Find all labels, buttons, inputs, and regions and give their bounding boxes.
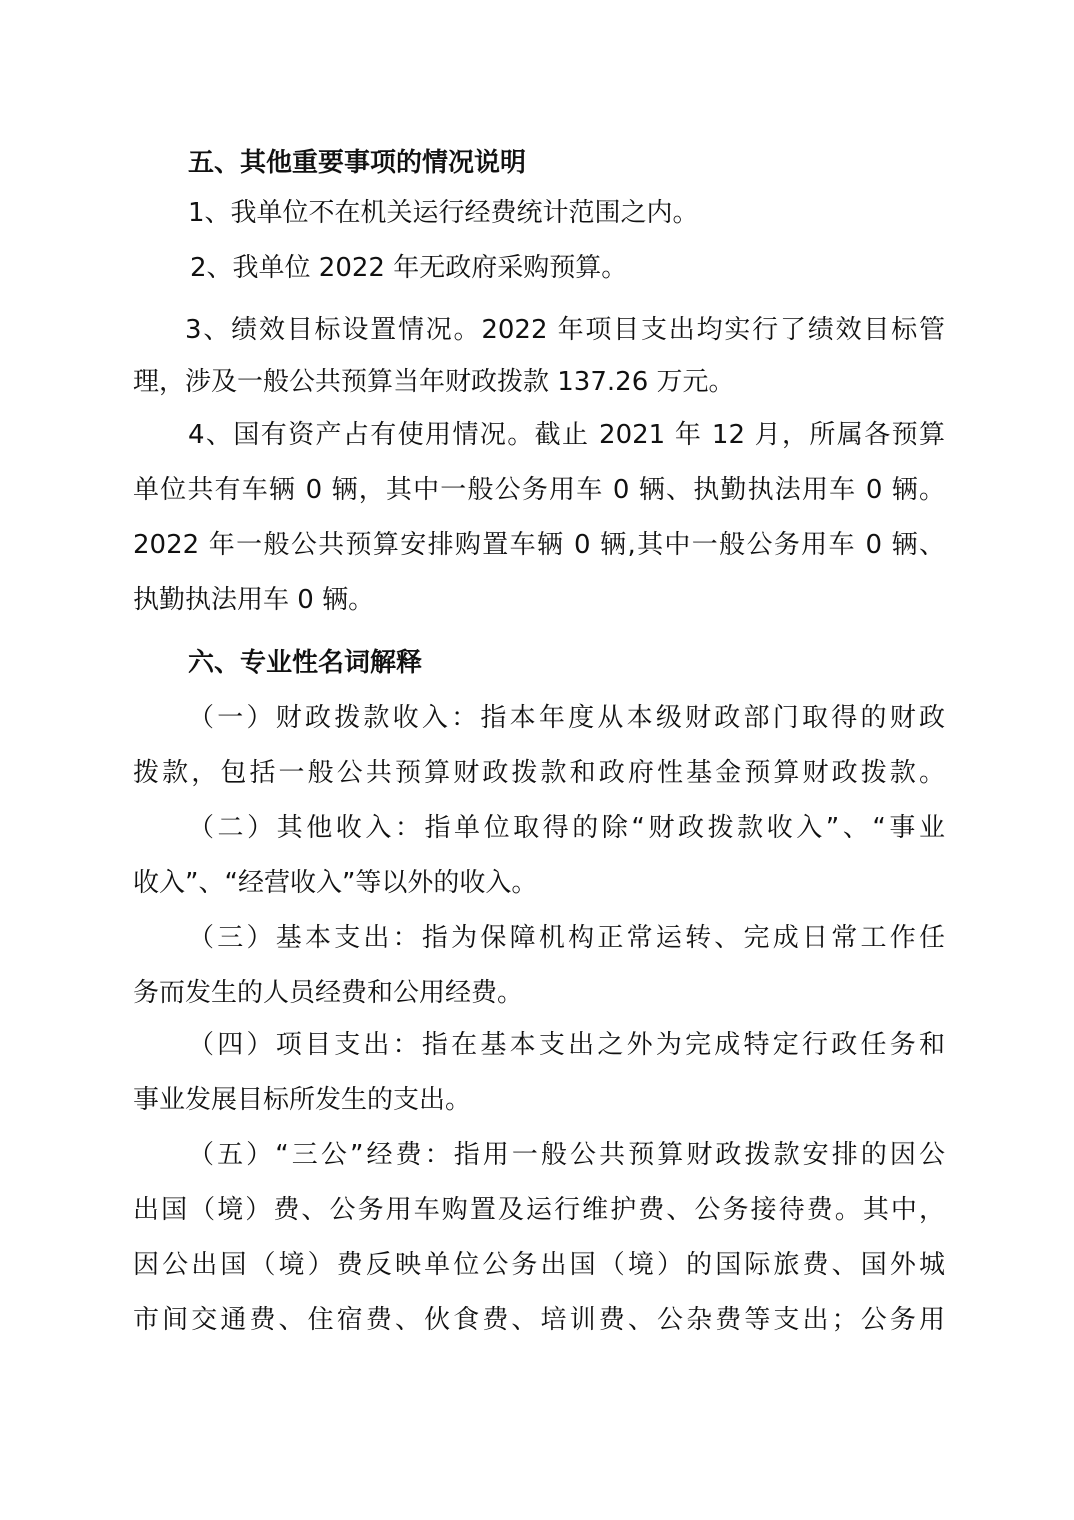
paragraph-line: 收入”、“经营收入”等以外的收入。 [133, 868, 538, 898]
paragraph-line: 2、我单位 2022 年无政府采购预算。 [190, 253, 628, 283]
paragraph-line: 执勤执法用车 0 辆。 [133, 585, 375, 615]
paragraph-line: 4、国有资产占有使用情况。截止 2021 年 12 月，所属各预算 [188, 420, 945, 450]
paragraph-line: 拨款，包括一般公共预算财政拨款和政府性基金预算财政拨款。 [133, 758, 945, 788]
paragraph-line: 因公出国（境）费反映单位公务出国（境）的国际旅费、国外城 [133, 1250, 945, 1280]
section-heading: 六、专业性名词解释 [188, 648, 423, 678]
paragraph-line: 出国（境）费、公务用车购置及运行维护费、公务接待费。其中， [133, 1195, 945, 1225]
paragraph-line: 3、绩效目标设置情况。2022 年项目支出均实行了绩效目标管 [185, 315, 945, 345]
paragraph-line: 务而发生的人员经费和公用经费。 [133, 978, 524, 1008]
section-heading: 五、其他重要事项的情况说明 [188, 148, 527, 178]
paragraph-line: （四）项目支出：指在基本支出之外为完成特定行政任务和 [188, 1030, 945, 1060]
paragraph-line: 理，涉及一般公共预算当年财政拨款 137.26 万元。 [133, 367, 735, 397]
paragraph-line: 单位共有车辆 0 辆，其中一般公务用车 0 辆、执勤执法用车 0 辆。 [133, 475, 945, 505]
paragraph-line: （一）财政拨款收入：指本年度从本级财政部门取得的财政 [188, 703, 945, 733]
paragraph-line: 2022 年一般公共预算安排购置车辆 0 辆,其中一般公务用车 0 辆、 [133, 530, 945, 560]
paragraph-line: 1、我单位不在机关运行经费统计范围之内。 [188, 198, 699, 228]
paragraph-line: （三）基本支出：指为保障机构正常运转、完成日常工作任 [188, 923, 945, 953]
paragraph-line: 事业发展目标所发生的支出。 [133, 1085, 472, 1115]
paragraph-line: （二）其他收入：指单位取得的除“财政拨款收入”、“事业 [188, 813, 945, 843]
paragraph-line: 市间交通费、住宿费、伙食费、培训费、公杂费等支出；公务用 [133, 1305, 945, 1335]
paragraph-line: （五）“三公”经费：指用一般公共预算财政拨款安排的因公 [188, 1140, 945, 1170]
